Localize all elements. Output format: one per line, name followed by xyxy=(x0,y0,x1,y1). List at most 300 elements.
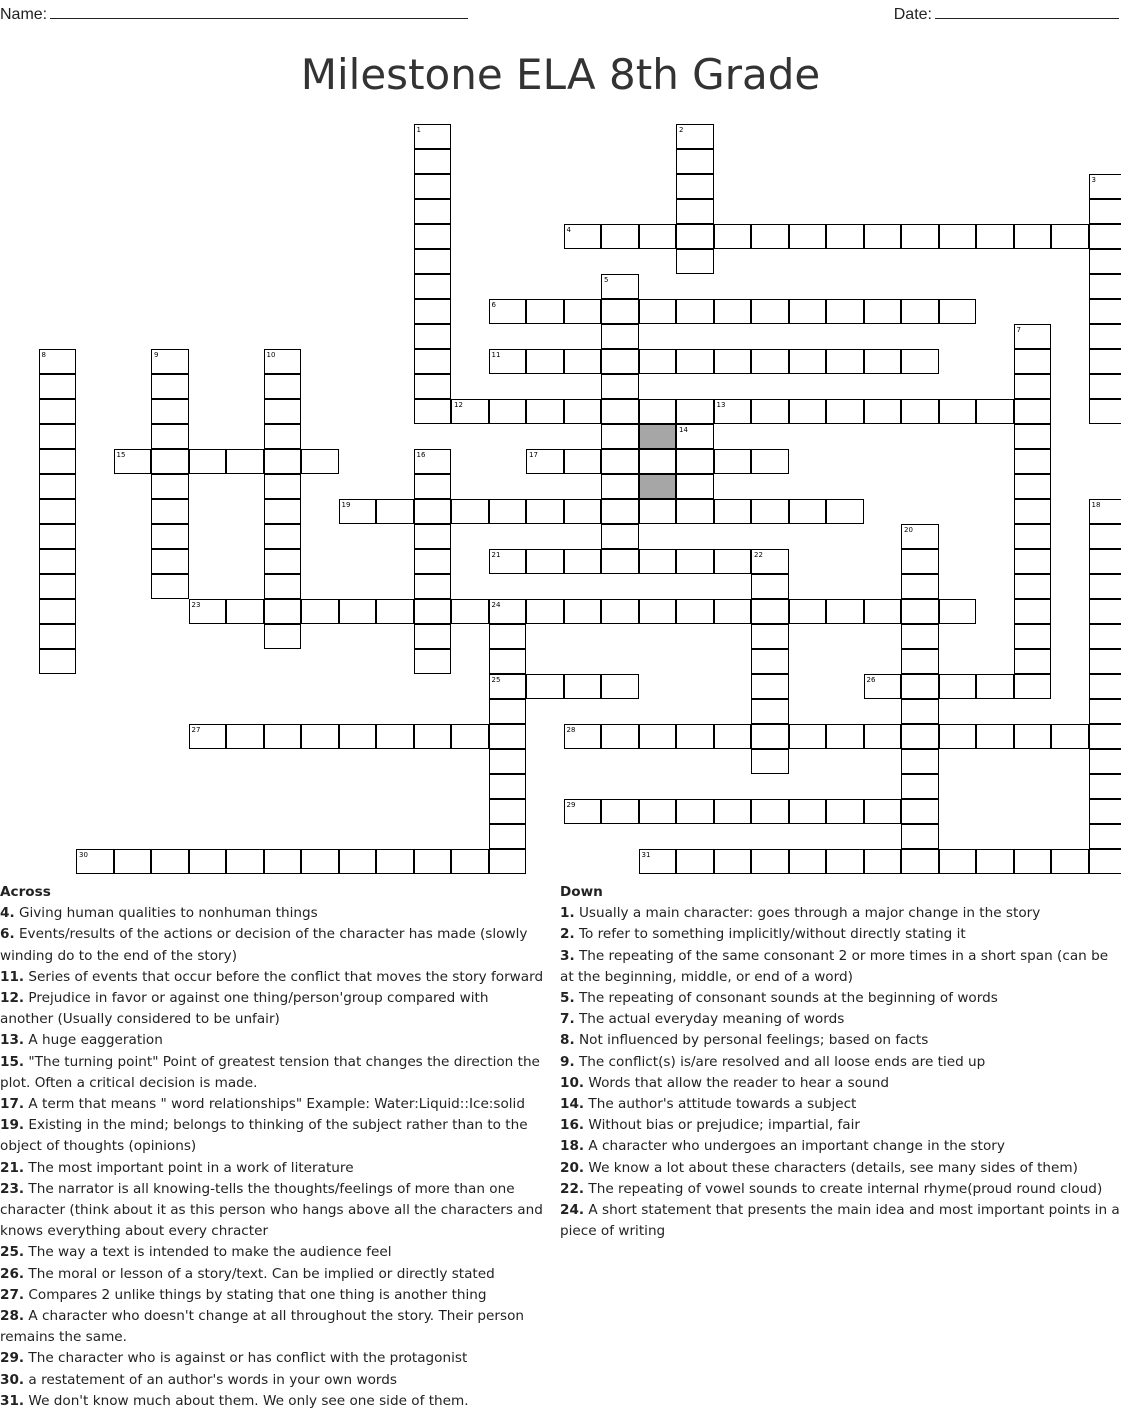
grid-cell[interactable] xyxy=(339,724,377,749)
grid-cell[interactable] xyxy=(676,499,714,524)
grid-cell[interactable] xyxy=(1089,499,1121,524)
grid-cell[interactable] xyxy=(1014,599,1052,624)
grid-cell[interactable] xyxy=(151,374,189,399)
grid-cell[interactable] xyxy=(751,499,789,524)
grid-cell[interactable] xyxy=(376,599,414,624)
grid-cell[interactable] xyxy=(901,399,939,424)
grid-cell[interactable] xyxy=(714,499,752,524)
grid-cell[interactable] xyxy=(76,849,114,874)
grid-cell[interactable] xyxy=(1014,524,1052,549)
grid-cell[interactable] xyxy=(414,274,452,299)
grid-cell[interactable] xyxy=(151,424,189,449)
grid-cell[interactable] xyxy=(1089,774,1121,799)
grid-cell[interactable] xyxy=(1089,249,1121,274)
grid-cell[interactable] xyxy=(826,499,864,524)
grid-cell[interactable] xyxy=(151,849,189,874)
grid-cell[interactable] xyxy=(939,674,977,699)
grid-cell[interactable] xyxy=(864,349,902,374)
grid-cell[interactable] xyxy=(676,424,714,449)
grid-cell[interactable] xyxy=(714,549,752,574)
grid-cell[interactable] xyxy=(39,624,77,649)
grid-cell[interactable] xyxy=(264,724,302,749)
grid-cell[interactable] xyxy=(151,474,189,499)
grid-cell[interactable] xyxy=(826,299,864,324)
grid-cell[interactable] xyxy=(1014,449,1052,474)
grid-cell[interactable] xyxy=(414,149,452,174)
grid-cell[interactable] xyxy=(789,499,827,524)
grid-cell[interactable] xyxy=(901,349,939,374)
grid-cell[interactable] xyxy=(601,499,639,524)
grid-cell[interactable] xyxy=(39,574,77,599)
grid-cell[interactable] xyxy=(526,599,564,624)
grid-cell[interactable] xyxy=(489,299,527,324)
grid-cell[interactable] xyxy=(639,299,677,324)
grid-cell[interactable] xyxy=(1089,824,1121,849)
grid-cell[interactable] xyxy=(1089,674,1121,699)
grid-cell[interactable] xyxy=(1089,524,1121,549)
grid-cell[interactable] xyxy=(39,399,77,424)
grid-cell[interactable] xyxy=(751,599,789,624)
grid-cell[interactable] xyxy=(901,549,939,574)
grid-cell[interactable] xyxy=(751,699,789,724)
grid-cell[interactable] xyxy=(1089,699,1121,724)
grid-cell[interactable] xyxy=(714,724,752,749)
grid-cell[interactable] xyxy=(1089,174,1121,199)
grid-cell[interactable] xyxy=(1089,599,1121,624)
grid-cell[interactable] xyxy=(751,574,789,599)
grid-cell[interactable] xyxy=(751,449,789,474)
grid-cell[interactable] xyxy=(714,849,752,874)
grid-cell[interactable] xyxy=(1014,624,1052,649)
grid-cell[interactable] xyxy=(789,299,827,324)
grid-cell[interactable] xyxy=(1051,224,1089,249)
grid-cell[interactable] xyxy=(526,549,564,574)
grid-cell[interactable] xyxy=(264,499,302,524)
grid-cell[interactable] xyxy=(489,724,527,749)
grid-cell[interactable] xyxy=(414,574,452,599)
grid-cell[interactable] xyxy=(676,549,714,574)
grid-cell[interactable] xyxy=(639,849,677,874)
grid-cell[interactable] xyxy=(676,599,714,624)
grid-cell[interactable] xyxy=(189,449,227,474)
grid-cell[interactable] xyxy=(226,599,264,624)
grid-cell[interactable] xyxy=(151,399,189,424)
grid-cell[interactable] xyxy=(1051,724,1089,749)
grid-cell[interactable] xyxy=(1089,574,1121,599)
grid-cell[interactable] xyxy=(489,649,527,674)
grid-cell[interactable] xyxy=(826,224,864,249)
grid-cell[interactable] xyxy=(676,849,714,874)
grid-cell[interactable] xyxy=(564,299,602,324)
grid-cell[interactable] xyxy=(489,599,527,624)
grid-cell[interactable] xyxy=(751,349,789,374)
grid-cell[interactable] xyxy=(264,424,302,449)
grid-cell[interactable] xyxy=(901,224,939,249)
grid-cell[interactable] xyxy=(789,724,827,749)
name-field[interactable] xyxy=(0,4,468,24)
grid-cell[interactable] xyxy=(414,374,452,399)
grid-cell[interactable] xyxy=(264,574,302,599)
grid-cell[interactable] xyxy=(864,724,902,749)
grid-cell[interactable] xyxy=(639,499,677,524)
grid-cell[interactable] xyxy=(414,299,452,324)
grid-cell[interactable] xyxy=(901,824,939,849)
grid-cell[interactable] xyxy=(751,224,789,249)
grid-cell[interactable] xyxy=(676,124,714,149)
grid-cell[interactable] xyxy=(564,674,602,699)
grid-cell[interactable] xyxy=(414,174,452,199)
grid-cell[interactable] xyxy=(376,499,414,524)
grid-cell[interactable] xyxy=(301,449,339,474)
grid-cell[interactable] xyxy=(564,349,602,374)
grid-cell[interactable] xyxy=(976,674,1014,699)
grid-cell[interactable] xyxy=(39,524,77,549)
grid-cell[interactable] xyxy=(451,849,489,874)
grid-cell[interactable] xyxy=(1089,849,1121,874)
grid-cell[interactable] xyxy=(751,649,789,674)
grid-cell[interactable] xyxy=(39,599,77,624)
grid-cell[interactable] xyxy=(151,524,189,549)
grid-cell[interactable] xyxy=(1014,399,1052,424)
grid-cell[interactable] xyxy=(826,399,864,424)
grid-cell[interactable] xyxy=(39,449,77,474)
grid-cell[interactable] xyxy=(151,499,189,524)
grid-cell[interactable] xyxy=(39,549,77,574)
grid-cell[interactable] xyxy=(601,349,639,374)
grid-cell[interactable] xyxy=(789,599,827,624)
grid-cell[interactable] xyxy=(714,399,752,424)
grid-cell[interactable] xyxy=(264,349,302,374)
grid-cell[interactable] xyxy=(264,624,302,649)
grid-cell[interactable] xyxy=(676,724,714,749)
grid-cell[interactable] xyxy=(1089,349,1121,374)
grid-cell[interactable] xyxy=(1014,474,1052,499)
grid-cell[interactable] xyxy=(601,474,639,499)
grid-cell[interactable] xyxy=(601,399,639,424)
grid-cell[interactable] xyxy=(414,499,452,524)
grid-cell[interactable] xyxy=(301,724,339,749)
grid-cell[interactable] xyxy=(714,449,752,474)
grid-cell[interactable] xyxy=(976,399,1014,424)
grid-cell[interactable] xyxy=(639,799,677,824)
grid-cell[interactable] xyxy=(151,349,189,374)
grid-cell[interactable] xyxy=(601,799,639,824)
grid-cell[interactable] xyxy=(901,799,939,824)
grid-cell[interactable] xyxy=(414,224,452,249)
grid-cell[interactable] xyxy=(39,499,77,524)
grid-cell[interactable] xyxy=(901,724,939,749)
grid-cell[interactable] xyxy=(414,324,452,349)
grid-cell[interactable] xyxy=(489,774,527,799)
grid-cell[interactable] xyxy=(751,399,789,424)
grid-cell[interactable] xyxy=(639,724,677,749)
grid-cell[interactable] xyxy=(376,849,414,874)
grid-cell[interactable] xyxy=(939,724,977,749)
grid-cell[interactable] xyxy=(639,349,677,374)
grid-cell[interactable] xyxy=(826,799,864,824)
grid-cell[interactable] xyxy=(1014,499,1052,524)
grid-cell[interactable] xyxy=(39,649,77,674)
grid-cell[interactable] xyxy=(751,549,789,574)
grid-cell[interactable] xyxy=(414,399,452,424)
grid-cell[interactable] xyxy=(414,474,452,499)
grid-cell[interactable] xyxy=(1014,849,1052,874)
grid-cell[interactable] xyxy=(1014,324,1052,349)
grid-cell[interactable] xyxy=(714,349,752,374)
grid-cell[interactable] xyxy=(751,674,789,699)
grid-cell[interactable] xyxy=(639,549,677,574)
grid-cell[interactable] xyxy=(489,499,527,524)
grid-cell[interactable] xyxy=(939,599,977,624)
grid-cell[interactable] xyxy=(714,599,752,624)
grid-cell[interactable] xyxy=(526,499,564,524)
grid-cell[interactable] xyxy=(901,749,939,774)
grid-cell[interactable] xyxy=(789,349,827,374)
grid-cell[interactable] xyxy=(414,124,452,149)
grid-cell[interactable] xyxy=(1014,724,1052,749)
grid-cell[interactable] xyxy=(489,399,527,424)
grid-cell[interactable] xyxy=(601,374,639,399)
grid-cell[interactable] xyxy=(564,449,602,474)
grid-cell[interactable] xyxy=(751,299,789,324)
grid-cell[interactable] xyxy=(901,774,939,799)
grid-cell[interactable] xyxy=(601,274,639,299)
grid-cell[interactable] xyxy=(639,399,677,424)
grid-cell[interactable] xyxy=(564,224,602,249)
grid-cell[interactable] xyxy=(414,849,452,874)
grid-cell[interactable] xyxy=(1014,549,1052,574)
grid-cell[interactable] xyxy=(226,849,264,874)
grid-cell[interactable] xyxy=(114,849,152,874)
grid-cell[interactable] xyxy=(789,399,827,424)
grid-cell[interactable] xyxy=(414,724,452,749)
grid-cell[interactable] xyxy=(226,449,264,474)
grid-cell[interactable] xyxy=(676,349,714,374)
grid-cell[interactable] xyxy=(864,599,902,624)
grid-cell[interactable] xyxy=(301,599,339,624)
grid-cell[interactable] xyxy=(489,349,527,374)
grid-cell[interactable] xyxy=(676,199,714,224)
grid-cell[interactable] xyxy=(414,524,452,549)
grid-cell[interactable] xyxy=(939,299,977,324)
grid-cell[interactable] xyxy=(1089,649,1121,674)
grid-cell[interactable] xyxy=(226,724,264,749)
grid-cell[interactable] xyxy=(564,499,602,524)
grid-cell[interactable] xyxy=(789,224,827,249)
grid-cell[interactable] xyxy=(189,599,227,624)
grid-cell[interactable] xyxy=(601,299,639,324)
grid-cell[interactable] xyxy=(376,724,414,749)
grid-cell[interactable] xyxy=(601,549,639,574)
grid-cell[interactable] xyxy=(151,549,189,574)
grid-cell[interactable] xyxy=(826,599,864,624)
grid-cell[interactable] xyxy=(489,549,527,574)
grid-cell[interactable] xyxy=(789,849,827,874)
grid-cell[interactable] xyxy=(901,524,939,549)
grid-cell[interactable] xyxy=(526,399,564,424)
grid-cell[interactable] xyxy=(751,799,789,824)
grid-cell[interactable] xyxy=(601,524,639,549)
grid-cell[interactable] xyxy=(1089,549,1121,574)
grid-cell[interactable] xyxy=(1089,299,1121,324)
grid-cell[interactable] xyxy=(601,674,639,699)
grid-cell[interactable] xyxy=(676,799,714,824)
grid-cell[interactable] xyxy=(901,574,939,599)
grid-cell[interactable] xyxy=(901,624,939,649)
grid-cell[interactable] xyxy=(601,599,639,624)
grid-cell[interactable] xyxy=(414,649,452,674)
grid-cell[interactable] xyxy=(639,224,677,249)
grid-cell[interactable] xyxy=(676,224,714,249)
grid-cell[interactable] xyxy=(1089,399,1121,424)
grid-cell[interactable] xyxy=(901,849,939,874)
grid-cell[interactable] xyxy=(976,724,1014,749)
grid-cell[interactable] xyxy=(451,599,489,624)
grid-cell[interactable] xyxy=(1089,624,1121,649)
grid-cell[interactable] xyxy=(676,399,714,424)
grid-cell[interactable] xyxy=(339,599,377,624)
grid-cell[interactable] xyxy=(676,449,714,474)
grid-cell[interactable] xyxy=(714,299,752,324)
date-field[interactable] xyxy=(894,4,1119,24)
date-line[interactable] xyxy=(935,4,1119,19)
grid-cell[interactable] xyxy=(1089,199,1121,224)
grid-cell[interactable] xyxy=(751,749,789,774)
grid-cell[interactable] xyxy=(676,249,714,274)
grid-cell[interactable] xyxy=(676,149,714,174)
grid-cell[interactable] xyxy=(489,799,527,824)
grid-cell[interactable] xyxy=(1014,649,1052,674)
grid-cell[interactable] xyxy=(1051,849,1089,874)
grid-cell[interactable] xyxy=(1014,424,1052,449)
grid-cell[interactable] xyxy=(939,224,977,249)
grid-cell[interactable] xyxy=(264,399,302,424)
grid-cell[interactable] xyxy=(601,324,639,349)
grid-cell[interactable] xyxy=(114,449,152,474)
grid-cell[interactable] xyxy=(751,624,789,649)
grid-cell[interactable] xyxy=(676,474,714,499)
grid-cell[interactable] xyxy=(826,724,864,749)
grid-cell[interactable] xyxy=(451,499,489,524)
grid-cell[interactable] xyxy=(564,549,602,574)
grid-cell[interactable] xyxy=(151,449,189,474)
grid-cell[interactable] xyxy=(1089,374,1121,399)
grid-cell[interactable] xyxy=(301,849,339,874)
grid-cell[interactable] xyxy=(414,349,452,374)
grid-cell[interactable] xyxy=(976,849,1014,874)
grid-cell[interactable] xyxy=(39,424,77,449)
grid-cell[interactable] xyxy=(264,524,302,549)
grid-cell[interactable] xyxy=(526,349,564,374)
grid-cell[interactable] xyxy=(189,849,227,874)
grid-cell[interactable] xyxy=(264,474,302,499)
grid-cell[interactable] xyxy=(676,174,714,199)
grid-cell[interactable] xyxy=(414,449,452,474)
grid-cell[interactable] xyxy=(264,549,302,574)
grid-cell[interactable] xyxy=(901,599,939,624)
grid-cell[interactable] xyxy=(489,624,527,649)
grid-cell[interactable] xyxy=(751,849,789,874)
grid-cell[interactable] xyxy=(339,849,377,874)
grid-cell[interactable] xyxy=(714,224,752,249)
grid-cell[interactable] xyxy=(1014,574,1052,599)
grid-cell[interactable] xyxy=(526,674,564,699)
grid-cell[interactable] xyxy=(1089,274,1121,299)
grid-cell[interactable] xyxy=(601,224,639,249)
grid-cell[interactable] xyxy=(751,724,789,749)
grid-cell[interactable] xyxy=(414,199,452,224)
grid-cell[interactable] xyxy=(601,724,639,749)
grid-cell[interactable] xyxy=(489,699,527,724)
grid-cell[interactable] xyxy=(939,849,977,874)
grid-cell[interactable] xyxy=(414,599,452,624)
grid-cell[interactable] xyxy=(526,449,564,474)
grid-cell[interactable] xyxy=(1014,374,1052,399)
grid-cell[interactable] xyxy=(414,249,452,274)
grid-cell[interactable] xyxy=(601,424,639,449)
grid-cell[interactable] xyxy=(1014,224,1052,249)
grid-cell[interactable] xyxy=(489,674,527,699)
grid-cell[interactable] xyxy=(864,674,902,699)
grid-cell[interactable] xyxy=(564,724,602,749)
grid-cell[interactable] xyxy=(826,849,864,874)
grid-cell[interactable] xyxy=(1014,349,1052,374)
grid-cell[interactable] xyxy=(789,799,827,824)
grid-cell[interactable] xyxy=(414,624,452,649)
grid-cell[interactable] xyxy=(451,724,489,749)
grid-cell[interactable] xyxy=(489,824,527,849)
grid-cell[interactable] xyxy=(1089,749,1121,774)
grid-cell[interactable] xyxy=(976,224,1014,249)
grid-cell[interactable] xyxy=(639,599,677,624)
grid-cell[interactable] xyxy=(639,449,677,474)
grid-cell[interactable] xyxy=(901,649,939,674)
grid-cell[interactable] xyxy=(564,399,602,424)
grid-cell[interactable] xyxy=(939,399,977,424)
grid-cell[interactable] xyxy=(264,374,302,399)
grid-cell[interactable] xyxy=(489,749,527,774)
grid-cell[interactable] xyxy=(1089,724,1121,749)
name-line[interactable] xyxy=(50,4,468,19)
grid-cell[interactable] xyxy=(339,499,377,524)
grid-cell[interactable] xyxy=(489,849,527,874)
grid-cell[interactable] xyxy=(864,399,902,424)
grid-cell[interactable] xyxy=(451,399,489,424)
grid-cell[interactable] xyxy=(264,599,302,624)
grid-cell[interactable] xyxy=(526,299,564,324)
grid-cell[interactable] xyxy=(1089,324,1121,349)
grid-cell[interactable] xyxy=(264,849,302,874)
grid-cell[interactable] xyxy=(189,724,227,749)
grid-cell[interactable] xyxy=(564,599,602,624)
grid-cell[interactable] xyxy=(1089,799,1121,824)
grid-cell[interactable] xyxy=(901,674,939,699)
grid-cell[interactable] xyxy=(864,299,902,324)
grid-cell[interactable] xyxy=(39,474,77,499)
grid-cell[interactable] xyxy=(39,349,77,374)
grid-cell[interactable] xyxy=(1014,674,1052,699)
grid-cell[interactable] xyxy=(39,374,77,399)
grid-cell[interactable] xyxy=(714,799,752,824)
grid-cell[interactable] xyxy=(601,449,639,474)
grid-cell[interactable] xyxy=(414,549,452,574)
grid-cell[interactable] xyxy=(151,574,189,599)
grid-cell[interactable] xyxy=(864,224,902,249)
grid-cell[interactable] xyxy=(864,849,902,874)
grid-cell[interactable] xyxy=(826,349,864,374)
grid-cell[interactable] xyxy=(1089,224,1121,249)
grid-cell[interactable] xyxy=(564,799,602,824)
